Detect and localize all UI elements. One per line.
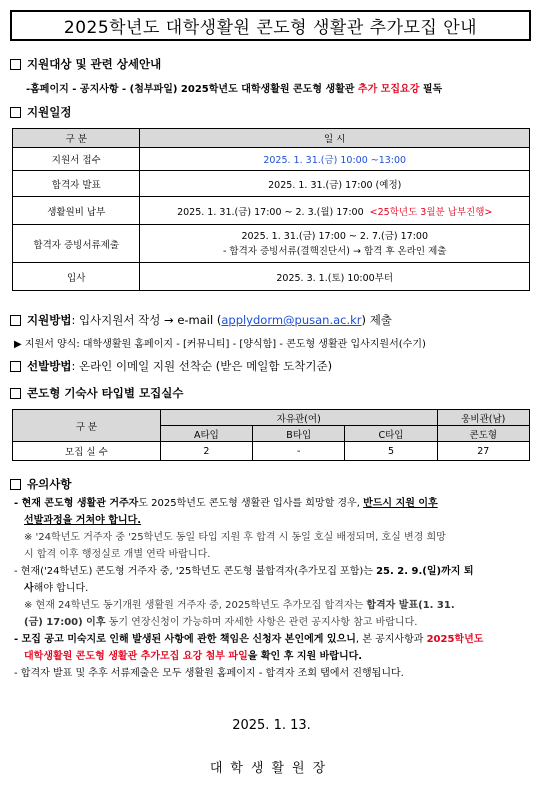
section-notes-heading: 유의사항 [10, 476, 71, 492]
form-template-path: ▶ 지원서 양식: 대학생활원 홈페이지 - [커뮤니티] - [양식함] - 콘도형 생활관 입사지원서(수기) [14, 339, 426, 350]
note-item: - 현재 콘도형 생활관 거주자도 2025학년도 콘도형 생활관 입사를 희망할 경우, 반드시 지원 이후 [14, 498, 438, 509]
table-row: 입사 2025. 3. 1.(토) 10:00부터 [13, 263, 530, 291]
checkbox-square-icon [10, 315, 21, 326]
table-row: 지원서 접수 2025. 1. 31.(금) 10:00 ~13:00 [13, 148, 530, 171]
checkbox-square-icon [10, 59, 21, 70]
checkbox-square-icon [10, 361, 21, 372]
note-item: - 합격자 발표 및 추후 서류제출은 모두 생활원 홈페이지 - 합격자 조회 탭에서 진행됩니다. [14, 668, 404, 679]
note-item: - 현재('24학년도) 콘도형 거주자 중, '25학년도 콘도형 불합격자(추가모집 포함)는 25. 2. 9.(일)까지 퇴 [14, 566, 474, 577]
table-header-row: 구 분 일 시 [13, 129, 530, 148]
target-detail-line: -홈페이지 - 공지사항 - (첨부파일) 2025학년도 대학생활원 콘도형 생활관 추가 모집요강 필독 [26, 84, 443, 95]
section-room-count-heading: 콘도형 기숙사 타입별 모집실수 [10, 385, 183, 401]
note-item: ※ 현재 24학년도 동기개원 생활원 거주자 중, 2025학년도 추가모집 합격자는 합격자 발표(1. 31. [24, 600, 455, 611]
table-row: 모집 실 수 2 - 5 27 [13, 442, 530, 461]
table-row: 합격자 증빙서류제출 2025. 1. 31.(금) 17:00 ~ 2. 7.(금) 17:00 - 합격자 증빙서류(결핵진단서) → 합격 후 온라인 제출 [13, 225, 530, 263]
checkbox-square-icon [10, 479, 21, 490]
table-row: 합격자 발표 2025. 1. 31.(금) 17:00 (예정) [13, 171, 530, 197]
checkbox-square-icon [10, 107, 21, 118]
schedule-table [12, 128, 530, 291]
section-selection-method: 선발방법 : 온라인 이메일 지원 선착순 (받은 메일함 도착기준) [10, 358, 332, 374]
section-apply-method: 지원방법 : 입사지원서 작성 → e-mail ( applydorm@pusan.ac.kr ) 제출 [10, 312, 392, 328]
email-link[interactable]: applydorm@pusan.ac.kr [221, 313, 362, 327]
section-schedule-heading: 지원일정 [10, 104, 71, 120]
note-item: ※ '24학년도 거주자 중 '25학년도 동일 타입 지원 후 합격 시 동일 호실 배정되며, 호실 변경 희망 [24, 532, 446, 543]
notice-date: 2025. 1. 13. [232, 718, 311, 733]
signer: 대학생활원장 [209, 761, 334, 776]
checkbox-square-icon [10, 388, 21, 399]
table-header-row: A타입 B타입 C타입 콘도형 [13, 426, 530, 442]
section-target-heading: 지원대상 및 관련 상세안내 [10, 56, 161, 72]
page-title: 2025학년도 대학생활원 콘도형 생활관 추가모집 안내 [10, 10, 531, 41]
notes-list: - 현재 콘도형 생활관 거주자도 2025학년도 콘도형 생활관 입사를 희망할 경우, 반드시 지원 이후 선발과정을 거쳐야 합니다. ※ '24학년도 거주자 중 '25학년도 동일 타입 지원 후 합격 시 동일 호실 배정되며, 호실 변경 희망 시 합격 이후 행정실로 개별 연락 바랍니다. - 현재('24학년도) 콘도형 거주자 중, '25학년도 콘도형 불합격자(추가모집 포함)는 25. 2. 9.(일)까지 퇴 사해야 합니다. ※ 현재 24학년도 동기개원 생활원 거주자 중, 2025학년도 추가모집 합격자는 합격자 발표(1. 31. (금) 17:00) 이후 동기 연장신청이 가능하며 자세한 사항은 관련 공지사항 참고 바랍니다. - 모집 공고 미숙지로 인해 발생된 사항에 관한 책임은 신청자 본인에게 있으니, 본 공지사항과 2025학년도 대학생활원 콘도형 생활관 추가모집 요강 첨부 파일을 확인 후 지원 바랍니다. - 합격자 발표 및 추후 서류제출은 모두 생활원 홈페이지 - 합격자 조회 탭에서 진행됩니다. [14, 495, 534, 682]
room-count-table [12, 409, 530, 461]
table-row: 생활원비 납부 2025. 1. 31.(금) 17:00 ~ 2. 3.(월) 17:00 <25학년도 3월분 납부진행> [13, 197, 530, 225]
table-header-row: 구 분 자유관(여) 웅비관(남) [13, 410, 530, 426]
note-item: - 모집 공고 미숙지로 인해 발생된 사항에 관한 책임은 신청자 본인에게 있으니, 본 공지사항과 2025학년도 [14, 634, 484, 645]
